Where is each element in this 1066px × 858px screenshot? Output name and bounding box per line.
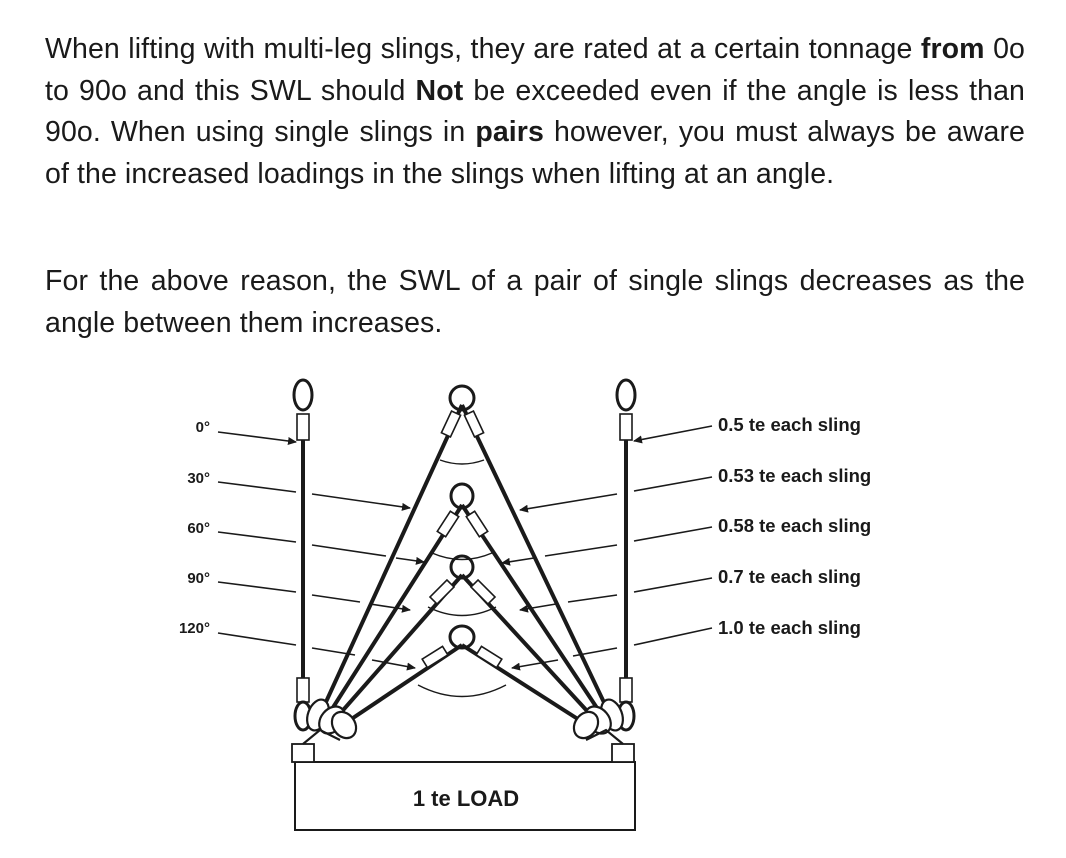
sling-pair-90 — [330, 556, 600, 725]
angle-label-90: 90° — [187, 570, 210, 587]
p1-text-3: be exceeded even if the angle is less than 90o. When using single slings in — [45, 74, 1025, 148]
p1-bold-from: from — [920, 33, 985, 65]
angle-label-120: 120° — [178, 620, 210, 637]
loading-label-120: 1.0 te each sling — [718, 617, 861, 638]
right-leader-lines — [502, 426, 712, 668]
angle-label-30: 30° — [187, 470, 210, 487]
loading-label-0: 0.5 te each sling — [718, 414, 861, 435]
left-leader-lines — [218, 432, 424, 668]
p1-text-4: however, you must always be aware of the increased loadings in the slings when lifting at an angle. — [45, 116, 1025, 190]
p1-text-2: 0o to 90o and this SWL should — [45, 33, 1025, 107]
loading-label-90: 0.7 te each sling — [718, 566, 861, 587]
lift-point-right — [612, 744, 634, 762]
loading-label-30: 0.53 te each sling — [718, 465, 872, 486]
paragraph-swl-decrease: For the above reason, the SWL of a pair of single slings decreases as the angle between them increases. — [45, 265, 1025, 339]
p1-bold-pairs: pairs — [475, 116, 544, 148]
load-box — [295, 762, 635, 830]
loading-label-60: 0.58 te each sling — [718, 515, 872, 536]
angle-label-0: 0° — [195, 419, 210, 436]
p1-text-1: When lifting with multi-leg slings, they are rated at a certain tonnage — [45, 33, 921, 65]
load-box-label: 1 te LOAD — [412, 786, 520, 811]
angle-label-60: 60° — [187, 520, 210, 537]
lift-point-left — [292, 744, 314, 762]
p1-bold-not: Not — [415, 74, 464, 107]
